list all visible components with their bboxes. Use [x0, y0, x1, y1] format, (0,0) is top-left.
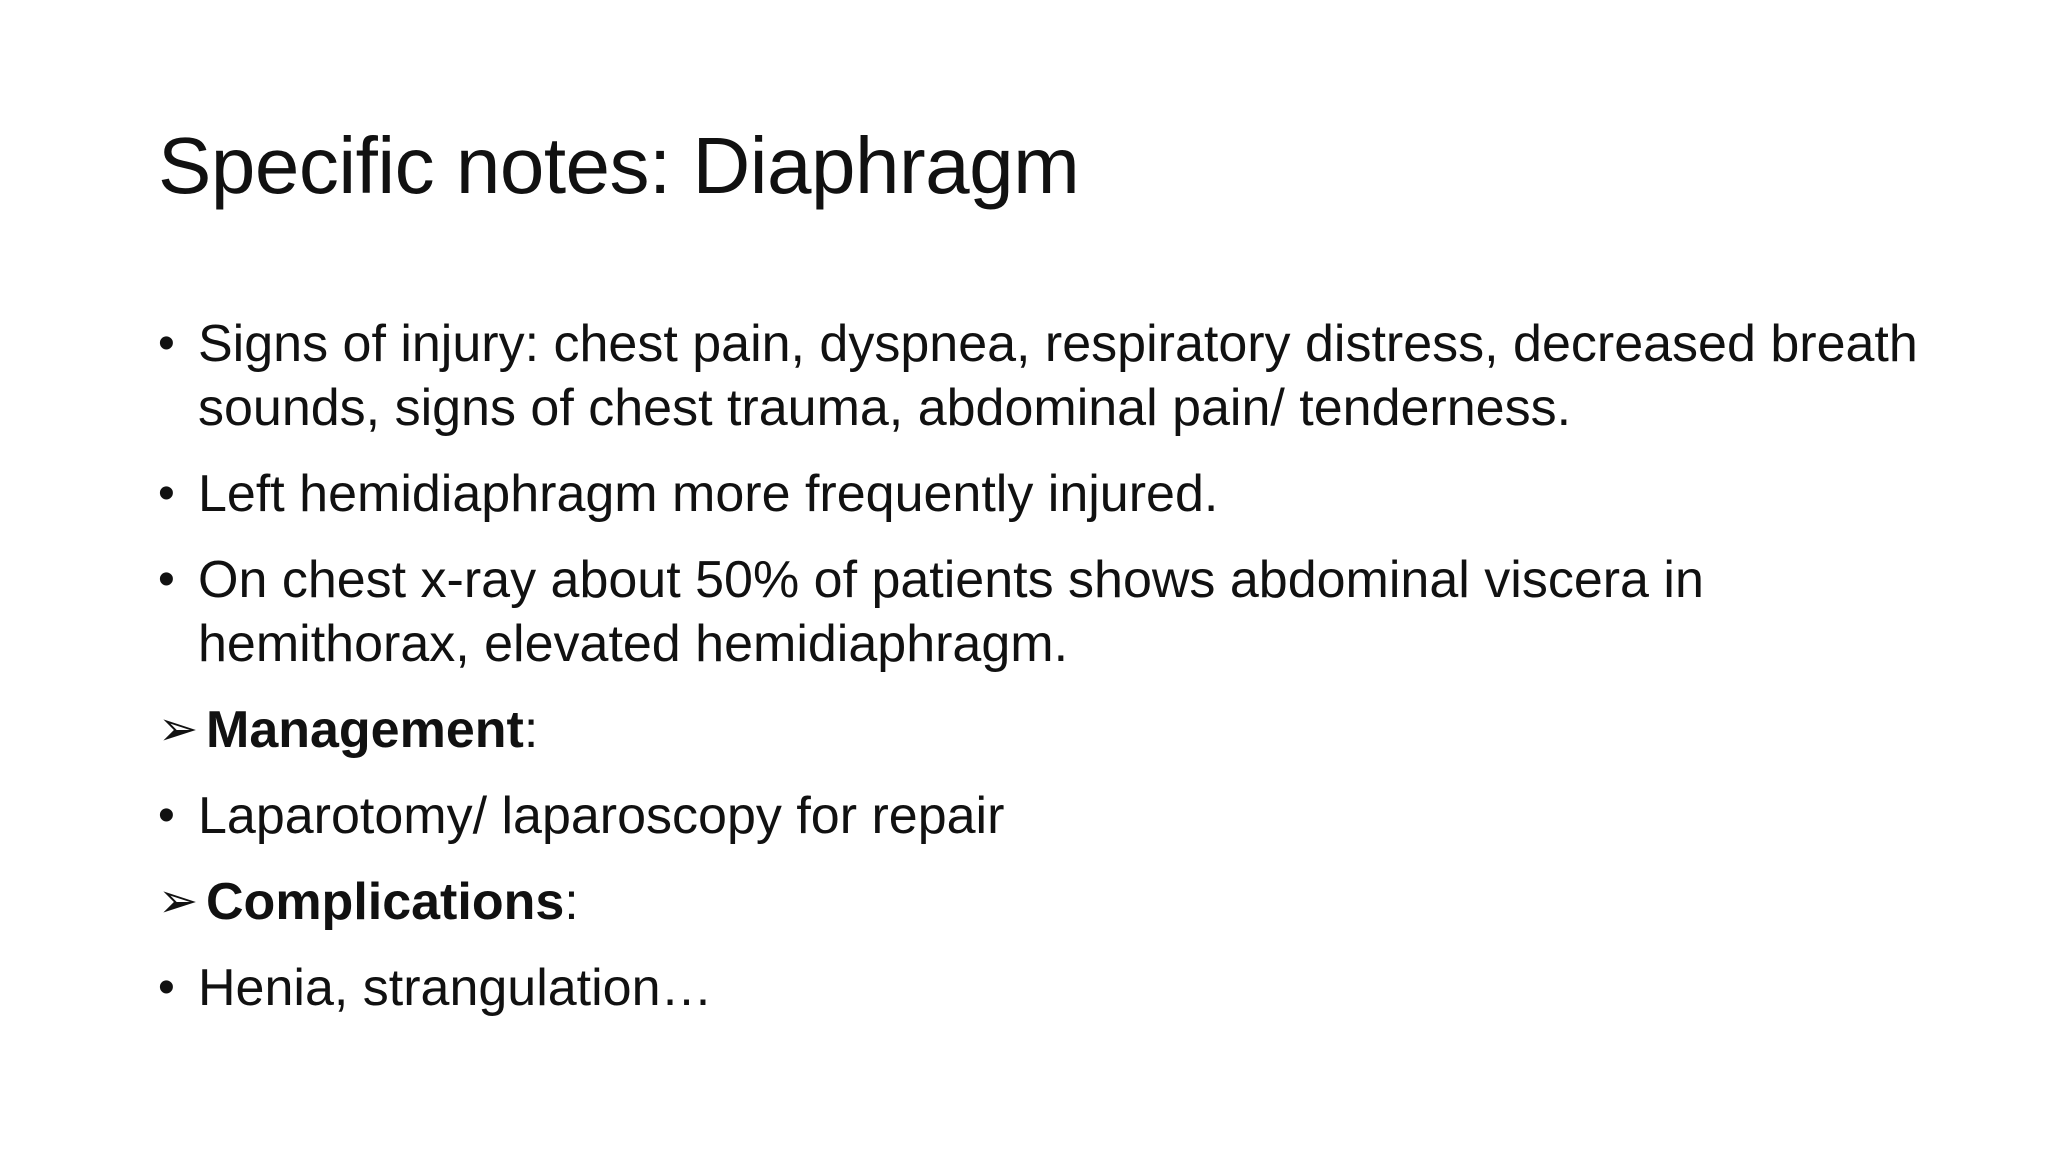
list-item-signs-of-injury — [158, 312, 1918, 440]
bullet-list — [158, 312, 1918, 1042]
bullet-icon: • — [158, 553, 175, 606]
list-item-chest-xray — [158, 548, 1918, 676]
arrow-bullet-icon: ➢ — [158, 703, 199, 756]
heading-suffix: : — [564, 873, 579, 931]
bullet-icon: • — [158, 467, 175, 520]
list-item-laparotomy — [158, 784, 1918, 848]
heading-text: Management — [206, 701, 524, 759]
list-item-left-hemidiaphragm — [158, 462, 1918, 526]
section-heading-complications — [158, 870, 1918, 934]
list-item-henia — [158, 956, 1918, 1020]
bullet-icon: • — [158, 961, 175, 1014]
heading-text: Complications — [206, 873, 565, 931]
item-text: Left hemidiaphragm more frequently injured. — [198, 465, 1219, 523]
item-text: Signs of injury: chest pain, dyspnea, respiratory distress, decreased breath sounds, signs of chest trauma, abdominal pain/ tenderness. — [198, 315, 1918, 437]
item-text: Laparotomy/ laparoscopy for repair — [198, 787, 1005, 845]
section-heading-management — [158, 698, 1918, 762]
item-text: Henia, strangulation… — [198, 959, 713, 1017]
slide-title: Specific notes: Diaphragm — [158, 121, 1080, 210]
bullet-icon: • — [158, 789, 175, 842]
bullet-icon: • — [158, 317, 175, 370]
heading-suffix: : — [523, 701, 539, 759]
item-text: On chest x-ray about 50% of patients shows abdominal viscera in hemithorax, elevated hemidiaphragm. — [198, 551, 1704, 673]
arrow-bullet-icon: ➢ — [158, 875, 199, 928]
